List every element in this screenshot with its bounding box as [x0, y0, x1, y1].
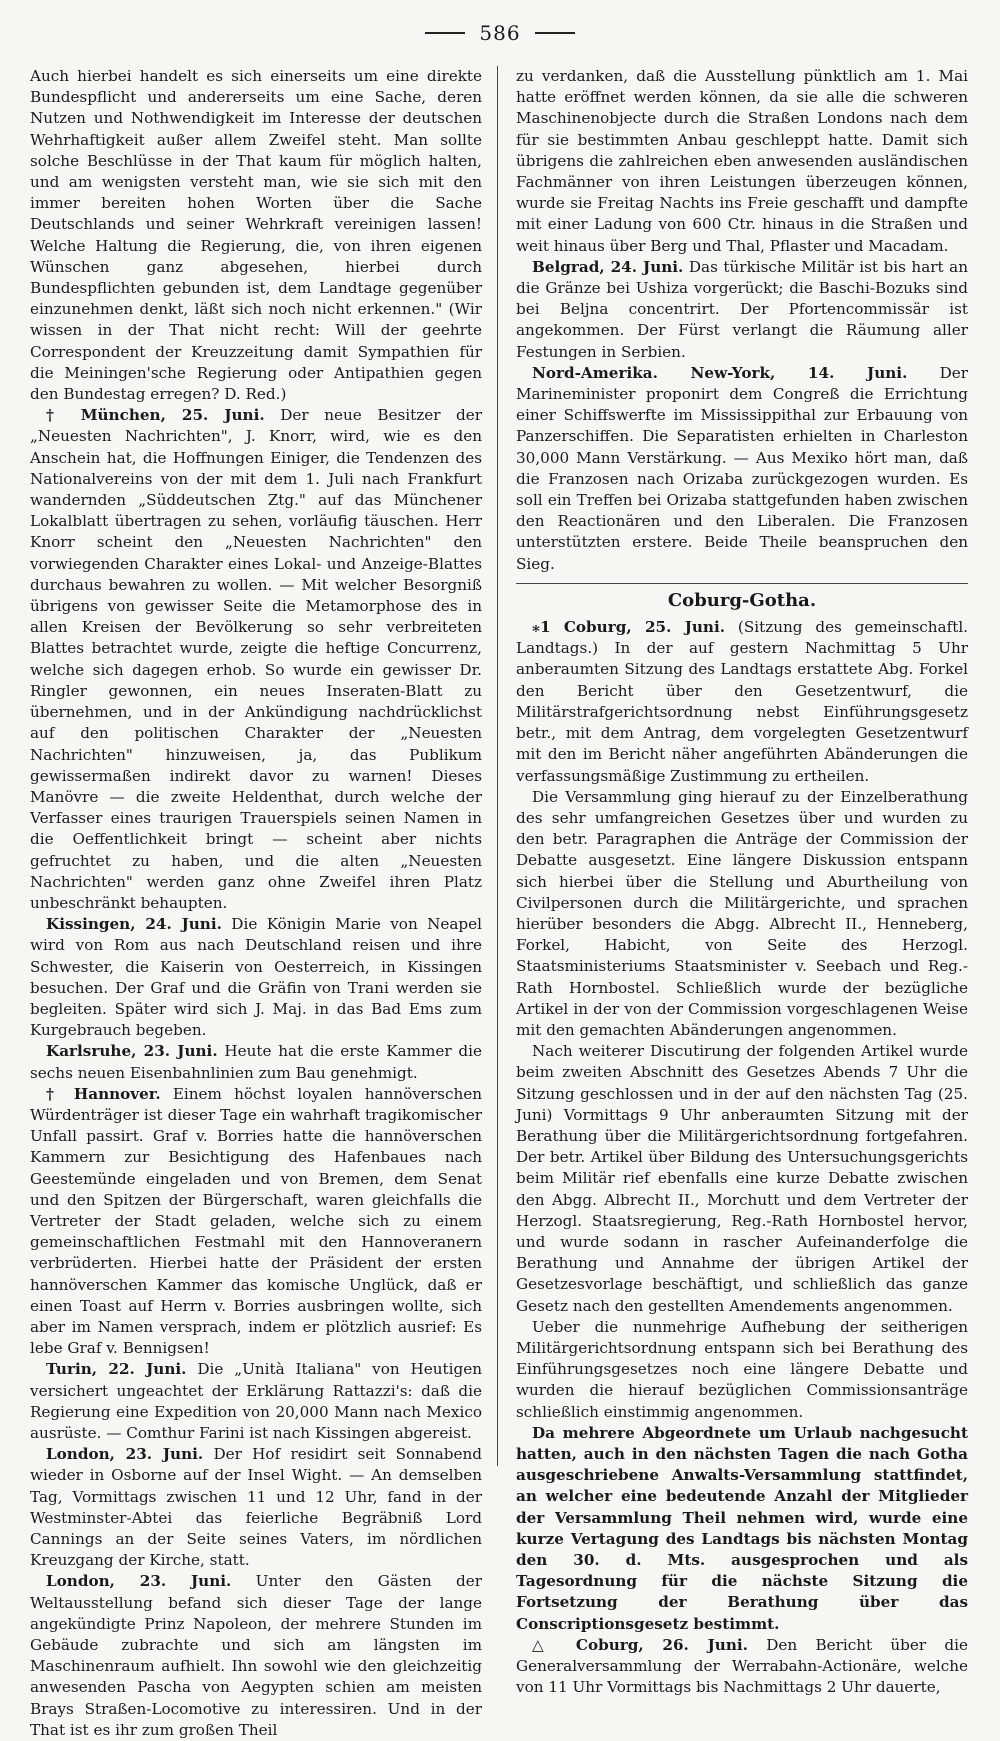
paragraph-text: Auch hierbei handelt es sich einerseits um eine direkte Bundespflicht und andererseits um eine Sache, deren Nutzen und Nothwendigkeit im Interesse der deutschen Wehrhaftigkeit außer allem Zweifel steht. Man sollte solche Beschlüsse in der That kaum für möglich halten, und am wenigsten versteht man, wie sie sich mit den immer bereiten hohen Worten über die Sache Deutschlands und seiner Wehrkraft vereinigen lassen! Welche Haltung die Regierung, die, von ihren eigenen Wünschen ganz abgesehen, hierbei durch Bundespflichten gebunden ist, dem Landtage gegenüber einzunehmen denkt, läßt sich noch nicht erkennen." (Wir wissen in der That nicht recht: Will der geehrte Correspondent der Kreuzzeitung damit Sympathien für die Meiningen'sche Regierung oder Antipathien gegen den Bundestag erregen? D. Red.) — [30, 67, 482, 404]
article-paragraph — [516, 66, 968, 257]
dateline: △ Coburg, 26. Juni. — [532, 1635, 748, 1654]
article-paragraph — [30, 914, 482, 1041]
article-paragraph — [516, 617, 968, 787]
article-paragraph — [516, 363, 968, 575]
dateline: ⁎1 Coburg, 25. Juni. — [532, 618, 726, 637]
paragraph-text: Der neue Besitzer der „Neuesten Nachrichten", J. Knorr, wird, wie es den Anschein hat, die Hoffnungen Einiger, die Tendenzen des Nationalvereins von der mit dem 1. Juli nach Frankfurt wandernden „Süddeutschen Ztg." auf das Münchener Lokalblatt übertragen zu sehen, vorläufig täuschen. Herr Knorr scheint den „Neuesten Nachrichten" den vorwiegenden Charakter eines Lokal- und Anzeige-Blattes durchaus bewahren zu wollen. — Mit welcher Besorgniß übrigens von gewisser Seite die Metamorphose des in allen Kreisen der Bevölkerung so sehr verbreiteten Blattes betrachtet wurde, zeigte die heftige Concurrenz, welche sich dagegen erhob. So wurde ein gewisser Dr. Ringler gewonnen, ein neues Inseraten-Blatt zu übernehmen, und in der Ankündigung nachdrücklichst auf den politischen Charakter der „Neuesten Nachrichten" hinzuweisen, ja, das Publikum gewissermaßen indirekt davor zu warnen! Dieses Manövre — die zweite Heldenthat, durch welche der Verfasser eines traurigen Trauerspiels seinen Namen in die Oeffentlichkeit bringt — scheint aber nichts gefruchtet zu haben, und die alten „Neuesten Nachrichten" werden ganz ohne Zweifel ihren Platz unbeschränkt behaupten. — [30, 406, 483, 912]
article-paragraph — [516, 1635, 968, 1699]
article-paragraph — [30, 66, 482, 405]
page-header — [0, 18, 1000, 48]
paragraph-text: zu verdanken, daß die Ausstellung pünktlich am 1. Mai hatte eröffnet werden können, da sie alle die schweren Maschinenobjecte durch die Straßen Londons nach dem für sie bestimmten Anbau geschleppt hatte. Damit sich übrigens die zahlreichen eben anwesenden ausländischen Fachmänner von ihren Leistungen überzeugen können, wurde sie Freitag Nachts ins Freie geschafft und dampfte mit einer Ladung von 600 Ctr. hinaus in die Straßen und weit hinaus über Berg und Thal, Pflaster und Macadam. — [516, 67, 968, 255]
paragraph-text: Das türkische Militär ist bis hart an die Gränze bei Ushiza vorgerückt; die Baschi-Bozuks sind bei Beljna concentrirt. Der Pfortencommissär ist angekommen. Der Fürst verlangt die Räumung aller Festungen in Serbien. — [516, 257, 968, 361]
article-paragraph — [30, 1359, 482, 1444]
paragraph-text: Die Königin Marie von Neapel wird von Rom aus nach Deutschland reisen und ihre Schwester, die Kaiserin von Oesterreich, in Kissingen besuchen. Der Graf und die Gräfin von Trani werden sie begleiten. Später wird sich J. Maj. in das Bad Ems zum Kurgebrauch begeben. — [30, 915, 483, 1040]
header-rule-right — [535, 32, 575, 34]
paragraph-text: Heute hat die erste Kammer die sechs neuen Eisenbahnlinien zum Bau genehmigt. — [30, 1042, 482, 1082]
article-paragraph — [516, 1317, 968, 1423]
article-paragraph — [30, 405, 482, 914]
paragraph-text: Unter den Gästen der Weltausstellung befand sich dieser Tage der lange angekündigte Prinz Napoleon, der mehrere Stunden im Gebäude zubrachte und sich am längsten im Maschinenraum aufhielt. Ihn sowohl wie den gleichzeitig anwesenden Pascha von Aegypten schien am meisten Brays Straßen-Locomotive zu interessiren. Und in der That ist es ihr zum großen Theil — [30, 1572, 482, 1739]
dateline: Nord-Amerika. New-York, 14. Juni. — [532, 363, 908, 382]
paragraph-text: Ueber die nunmehrige Aufhebung der seitherigen Militärgerichtsordnung entspann sich bei Berathung des Einführungsgesetzes noch eine längere Debatte und wurden die hierauf bezüglichen Commissionsanträge schließlich einstimmig angenommen. — [516, 1317, 968, 1421]
article-paragraph — [30, 1444, 482, 1571]
dateline: Kissingen, 24. Juni. — [46, 915, 222, 934]
dateline: Belgrad, 24. Juni. — [532, 257, 684, 276]
paragraph-text: Die „Unità Italiana" von Heutigen versichert ungeachtet der Erklärung Rattazzi's: daß die Regierung eine Expedition von 20,000 Mann nach Mexico ausrüste. — Comthur Farini ist nach Kissingen abgereist. — [30, 1360, 482, 1442]
dateline: Karlsruhe, 23. Juni. — [46, 1042, 218, 1061]
article-paragraph — [30, 1571, 482, 1741]
paragraph-text: Der Hof residirt seit Sonnabend wieder in Osborne auf der Insel Wight. — An demselben Tag, Vormittags zwischen 11 und 12 Uhr, fand in der Westminster-Abtei das feierliche Begräbniß Lord Cannings an der Seite seines Vaters, im nördlichen Kreuzgang der Kirche, statt. — [30, 1445, 482, 1570]
dateline: Turin, 22. Juni. — [46, 1360, 187, 1379]
paragraph-text: Nach weiterer Discutirung der folgenden Artikel wurde beim zweiten Abschnitt des Gesetzes Abends 7 Uhr die Sitzung geschlossen und in der auf den nächsten Tag (25. Juni) Vormittags 9 Uhr anberaumten Sitzung mit der Berathung über die Militärgerichtsordnung fortgefahren. Der betr. Artikel über Bildung des Untersuchungsgerichts beim Militär rief ebenfalls eine kurze Debatte zwischen den Abgg. Albrecht II., Morchutt und dem Vertreter der Herzogl. Staatsregierung, Reg.-Rath Hornbostel hervor, und wurde sodann in rascher Aufeinanderfolge die Berathung und Annahme der übrigen Artikel der Gesetzesvorlage beschäftigt, und schließlich das ganze Gesetz nach den gestellten Amendements angenommen. — [516, 1042, 968, 1315]
page-number: 586 — [479, 21, 521, 45]
column-divider — [497, 66, 498, 1466]
dateline: London, 23. Juni. — [46, 1445, 204, 1464]
article-paragraph — [516, 257, 968, 363]
header-rule-left — [425, 32, 465, 34]
dateline: † München, 25. Juni. — [46, 406, 265, 425]
article-paragraph — [30, 1041, 482, 1083]
dateline: London, 23. Juni. — [46, 1572, 232, 1591]
article-paragraph — [516, 1041, 968, 1317]
paragraph-text: Einem höchst loyalen hannöverschen Würdenträger ist dieser Tage ein wahrhaft tragikomischer Unfall passirt. Graf v. Borries hatte die hannöverschen Kammern zur Besichtigung des Hafenbaues nach Geestemünde eingeladen und von Bremen, dem Senat und den Spitzen der Bürgerschaft, waren gleichfalls die Vertreter der Stadt geladen, welche sich zu einem gemeinschaftlichen Festmahl mit den Hannoveranern verbrüderten. Hierbei hatte der Präsident der ersten hannöverschen Kammer das komische Unglück, daß er einen Toast auf Herrn v. Borries ausbringen wollte, sich aber im Namen versprach, indem er plötzlich ausrief: Es lebe Graf v. Bennigsen! — [30, 1084, 482, 1358]
section-heading: Coburg-Gotha. — [516, 583, 968, 611]
paragraph-text: Den Bericht über die Generalversammlung der Werrabahn-Actionäre, welche von 11 Uhr Vormittags bis Nachmittags 2 Uhr dauerte, — [516, 1635, 968, 1697]
left-column — [30, 66, 483, 1739]
right-column — [516, 66, 969, 1697]
article-paragraph — [516, 1423, 968, 1635]
dateline: † Hannover. — [46, 1084, 161, 1103]
paragraph-text: Der Marineminister proponirt dem Congreß die Errichtung einer Schiffswerfte im Mississippithal zur Erbauung von Panzerschiffen. Die Separatisten erhielten in Charleston 30,000 Mann Verstärkung. — Aus Mexiko hört man, daß die Franzosen nach Orizaba zurückgezogen wurden. Es soll ein Treffen bei Orizaba stattgefunden haben zwischen den Reactionären und den Liberalen. Die Franzosen unterstützten erstere. Beide Theile beanspruchen den Sieg. — [516, 363, 969, 573]
paragraph-text: Die Versammlung ging hierauf zu der Einzelberathung des sehr umfangreichen Gesetzes über und wurden zu den betr. Paragraphen die Anträge der Commission der Debatte ausgesetzt. Eine längere Diskussion entspann sich hierbei über die Stellung und Aburtheilung von Civilpersonen durch die Militärgerichte, und sprachen hierüber besonders die Abgg. Albrecht II., Henneberg, Forkel, Habicht, von Seite des Herzogl. Staatsministeriums Staatsminister v. Seebach und Reg.-Rath Hornbostel. Schließlich wurde der bezügliche Artikel in der von der Commission vorgeschlagenen Weise mit den gemachten Abänderungen angenommen. — [516, 787, 968, 1039]
article-paragraph — [30, 1084, 482, 1360]
paragraph-text: (Sitzung des gemeinschaftl. Landtags.) In der auf gestern Nachmittag 5 Uhr anberaumten Sitzung des Landtags erstattete Abg. Forkel den Bericht über den Gesetzentwurf, die Militärstrafgerichtsordnung nebst Einführungsgesetz betr., mit dem Antrag, dem vorgelegten Gesetzentwurf mit den im Bericht näher angeführten Abänderungen die verfassungsmäßige Zustimmung zu ertheilen. — [516, 618, 968, 785]
paragraph-text: Da mehrere Abgeordnete um Urlaub nachgesucht hatten, auch in den nächsten Tagen die nach Gotha ausgeschriebene Anwalts-Versammlung stattfindet, an welcher eine bedeutende Anzahl der Mitglieder der Versammlung Theil nehmen wird, wurde eine kurze Vertagung des Landtags bis nächsten Montag den 30. d. Mts. ausgesprochen und als Tagesordnung für die nächste Sitzung die Fortsetzung der Berathung über das Conscriptionsgesetz bestimmt. — [516, 1423, 968, 1633]
article-paragraph — [516, 787, 968, 1041]
